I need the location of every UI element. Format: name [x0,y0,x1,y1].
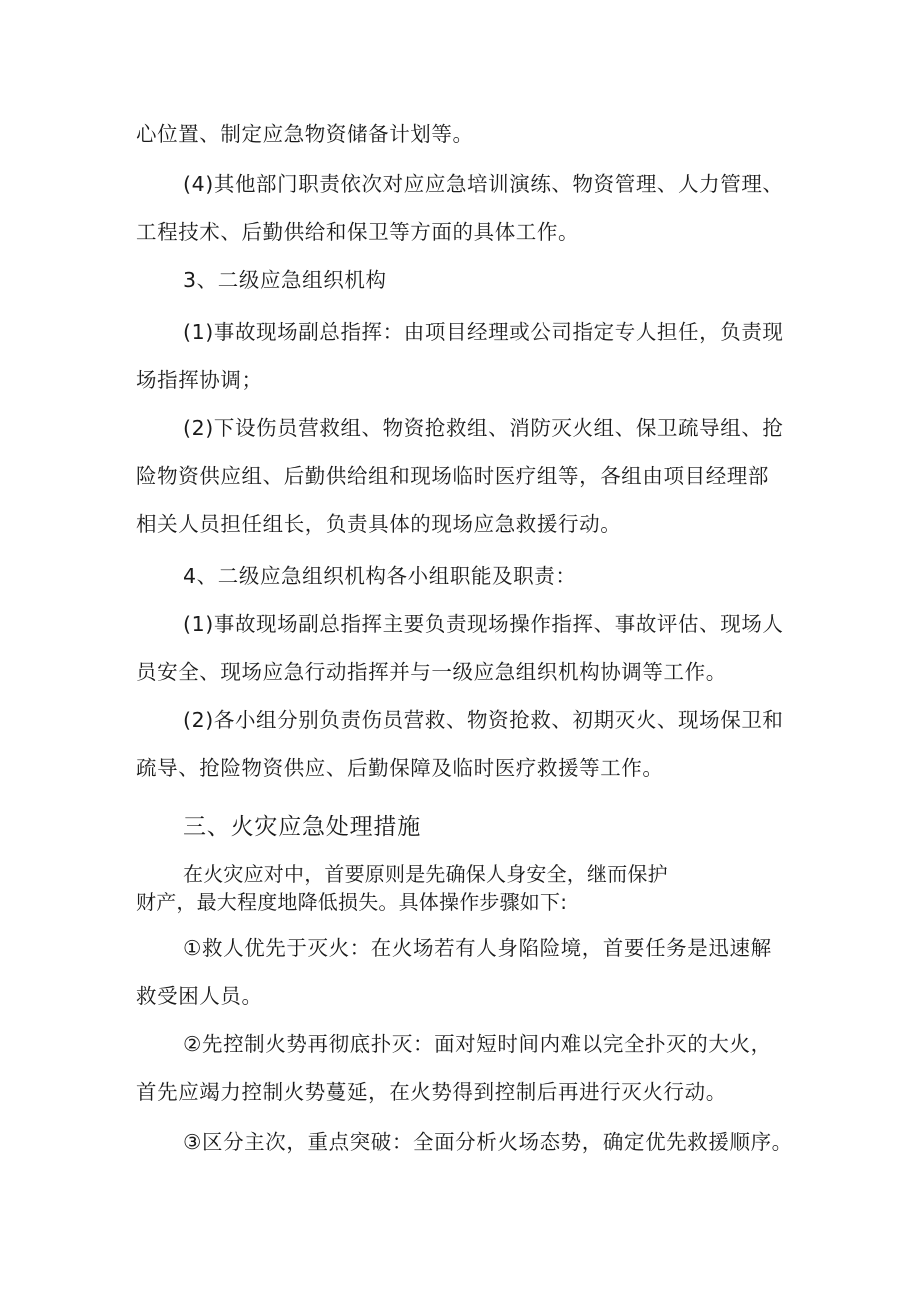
paragraph-line: ②先控制火势再彻底扑灭：面对短时间内难以完全扑灭的大火， [183,1032,772,1056]
paragraph-line: 救受困人员。 [136,984,263,1008]
paragraph-line: 在火灾应对中，首要原则是先确保人身安全，继而保护 [183,862,668,886]
paragraph-line: 首先应竭力控制火势蔓延，在火势得到控制后再进行灭火行动。 [136,1080,727,1104]
paragraph-line: 险物资供应组、后勤供给组和现场临时医疗组等，各组由项目经理部 [136,464,769,488]
paragraph-line: (4)其他部门职责依次对应应急培训演练、物资管理、人力管理、 [183,172,784,196]
paragraph-line: 心位置、制定应急物资储备计划等。 [136,122,474,146]
paragraph-line: (1)事故现场副总指挥主要负责现场操作指挥、事故评估、现场人 [183,612,784,636]
paragraph-line: 相关人员担任组长，负责具体的现场应急救援行动。 [136,512,622,536]
paragraph-line: (2)下设伤员营救组、物资抢救组、消防灭火组、保卫疏导组、抢 [183,416,784,440]
paragraph-line: (2)各小组分别负责伤员营救、物资抢救、初期灭火、现场保卫和 [183,708,784,732]
paragraph-line: ①救人优先于灭火：在火场若有人身陷险境，首要任务是迅速解 [183,936,772,960]
section-subheading: 4、二级应急组织机构各小组职能及职责： [183,564,577,588]
paragraph-line: 财产，最大程度地降低损失。具体操作步骤如下: [136,890,568,914]
section-subheading: 3、二级应急组织机构 [183,268,387,292]
paragraph-line: ③区分主次，重点突破：全面分析火场态势，确定优先救援顺序。 [183,1130,793,1154]
paragraph-line: 工程技术、后勤供给和保卫等方面的具体工作。 [136,220,580,244]
paragraph-line: 疏导、抢险物资供应、后勤保障及临时医疗救援等工作。 [136,756,664,780]
paragraph-line: (1)事故现场副总指挥：由项目经理或公司指定专人担任，负责现 [183,320,784,344]
paragraph-line: 员安全、现场应急行动指挥并与一级应急组织机构协调等工作。 [136,660,727,684]
section-heading: 三、火灾应急处理措施 [183,814,421,840]
paragraph-line: 场指挥协调； [136,368,263,392]
